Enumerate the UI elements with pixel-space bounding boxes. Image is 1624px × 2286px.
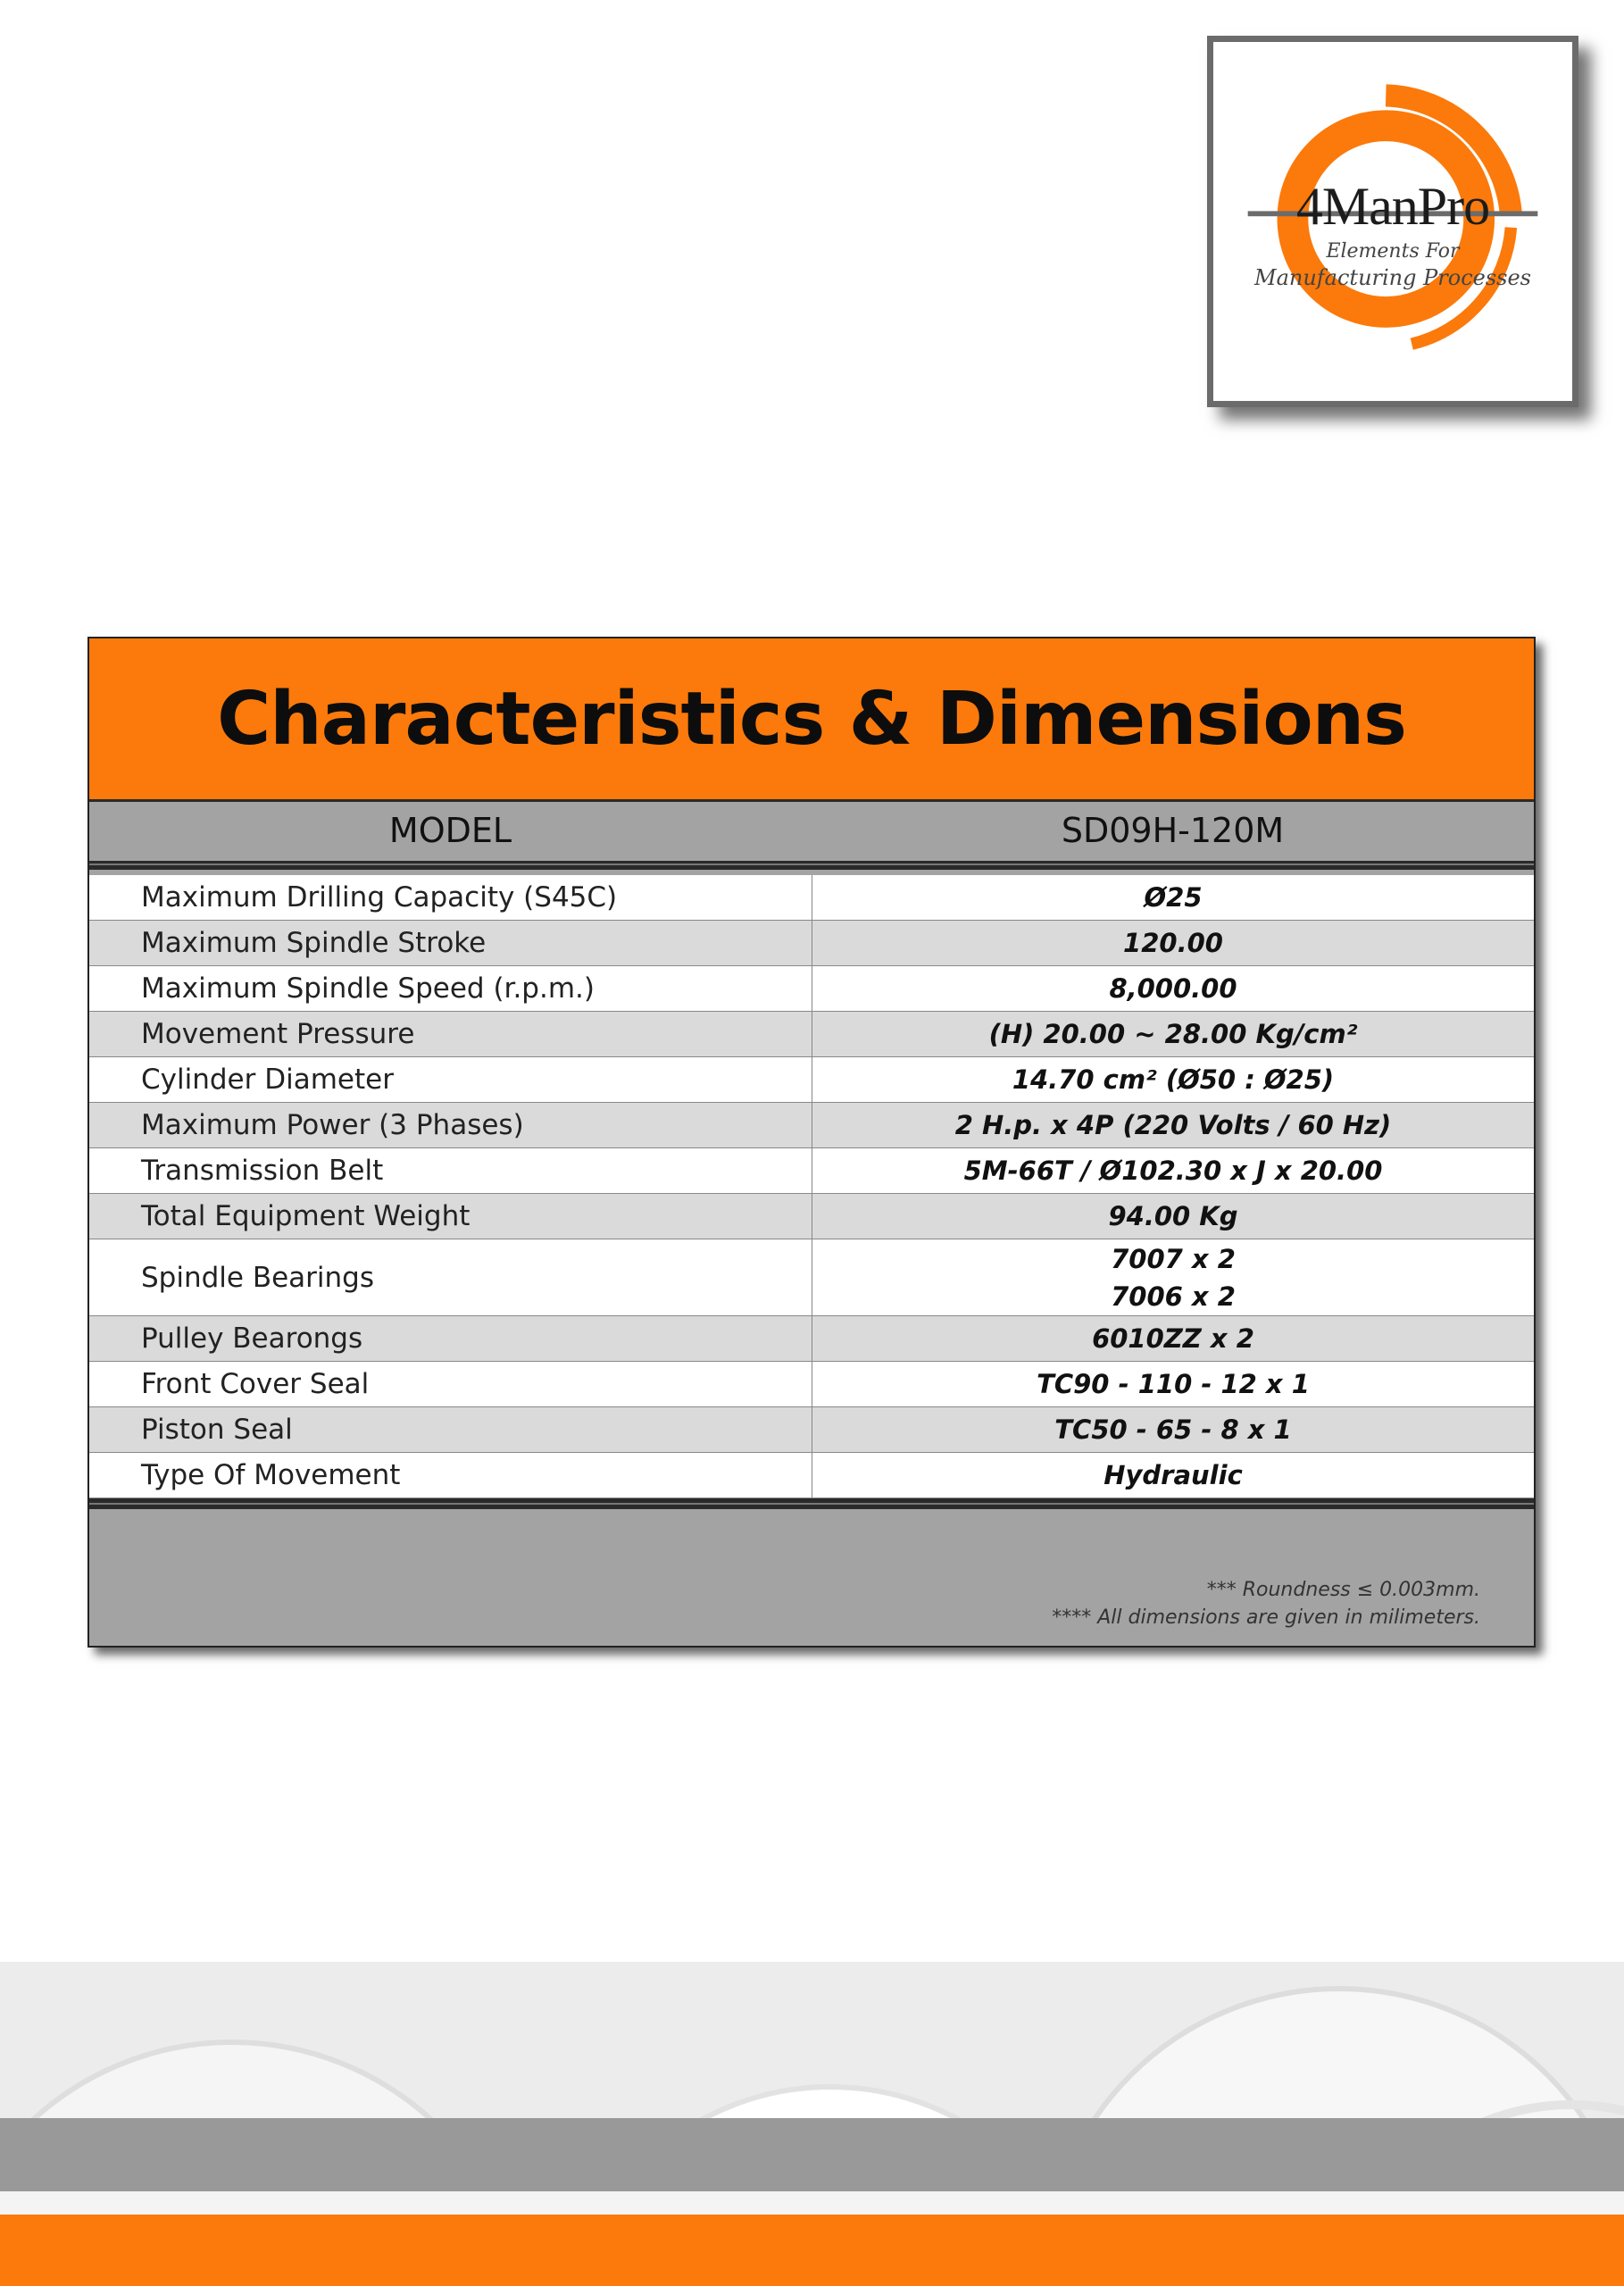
- divider: [89, 1498, 1534, 1509]
- spec-table: [89, 875, 1534, 1498]
- logo-tagline: Elements For: [1326, 240, 1460, 263]
- spec-value: 94.00 Kg: [1108, 1201, 1238, 1231]
- footer-orange-band: [0, 2215, 1624, 2286]
- footer-gap: [0, 2191, 1624, 2215]
- spec-value: Hydraulic: [1103, 1460, 1243, 1490]
- logo-name: 4ManPro: [1295, 177, 1490, 236]
- background-decoration: [0, 1962, 1624, 2118]
- spec-label: Total Equipment Weight: [89, 1194, 812, 1239]
- table-row: [89, 875, 1534, 921]
- model-value: SD09H-120M: [1061, 811, 1285, 850]
- page-title: Characteristics & Dimensions: [217, 676, 1406, 762]
- table-row: [89, 1012, 1534, 1057]
- title-bar: [89, 638, 1534, 802]
- model-header: [89, 802, 1534, 859]
- spec-value: 14.70 cm² (Ø50 : Ø25): [1012, 1064, 1335, 1095]
- logo-tagline-2: Manufacturing Processes: [1254, 265, 1531, 290]
- spec-value: 120.00: [1123, 928, 1223, 958]
- decorative-arcs-icon: [0, 1962, 1624, 2118]
- table-row: [89, 1453, 1534, 1498]
- spec-label: Spindle Bearings: [89, 1239, 812, 1315]
- table-row: [89, 1057, 1534, 1103]
- spec-label: Movement Pressure: [89, 1012, 812, 1056]
- spec-label: Type Of Movement: [89, 1453, 812, 1498]
- table-row: [89, 1194, 1534, 1239]
- table-row: [89, 1239, 1534, 1316]
- spec-value: 5M-66T / Ø102.30 x J x 20.00: [963, 1156, 1383, 1186]
- spec-value: TC90 - 110 - 12 x 1: [1037, 1369, 1310, 1399]
- divider: [89, 861, 1534, 870]
- table-row: [89, 1316, 1534, 1362]
- spec-value: Ø25: [1144, 882, 1203, 913]
- table-row: [89, 966, 1534, 1012]
- spec-label: Maximum Power (3 Phases): [89, 1103, 812, 1147]
- spec-label: Front Cover Seal: [89, 1362, 812, 1406]
- spec-value: 7007 x 2: [1111, 1243, 1236, 1274]
- table-row: [89, 1362, 1534, 1407]
- characteristics-panel: [87, 637, 1536, 1648]
- table-row: [89, 921, 1534, 966]
- spec-value: 6010ZZ x 2: [1092, 1323, 1254, 1354]
- spec-value-2: 7006 x 2: [1111, 1281, 1236, 1312]
- spec-value: 8,000.00: [1109, 973, 1237, 1004]
- spec-label: Maximum Spindle Stroke: [89, 921, 812, 965]
- spec-label: Maximum Spindle Speed (r.p.m.): [89, 966, 812, 1011]
- table-row: [89, 1407, 1534, 1453]
- company-logo: [1207, 36, 1578, 407]
- spec-label: Pulley Bearongs: [89, 1316, 812, 1361]
- footer-gray-band: [0, 2118, 1624, 2191]
- spec-value: TC50 - 65 - 8 x 1: [1054, 1414, 1292, 1445]
- spec-label: Cylinder Diameter: [89, 1057, 812, 1102]
- model-label: MODEL: [388, 811, 512, 850]
- spec-value: (H) 20.00 ~ 28.00 Kg/cm²: [988, 1019, 1358, 1049]
- footnote: *** Roundness ≤ 0.003mm.: [1206, 1579, 1480, 1601]
- spec-value: 2 H.p. x 4P (220 Volts / 60 Hz): [954, 1110, 1392, 1140]
- spec-label: Maximum Drilling Capacity (S45C): [89, 875, 812, 920]
- spec-label: Piston Seal: [89, 1407, 812, 1452]
- table-row: [89, 1148, 1534, 1194]
- footnote: **** All dimensions are given in milimeters.: [1052, 1606, 1480, 1629]
- spec-label: Transmission Belt: [89, 1148, 812, 1193]
- footnotes: [1052, 1576, 1480, 1631]
- table-row: [89, 1103, 1534, 1148]
